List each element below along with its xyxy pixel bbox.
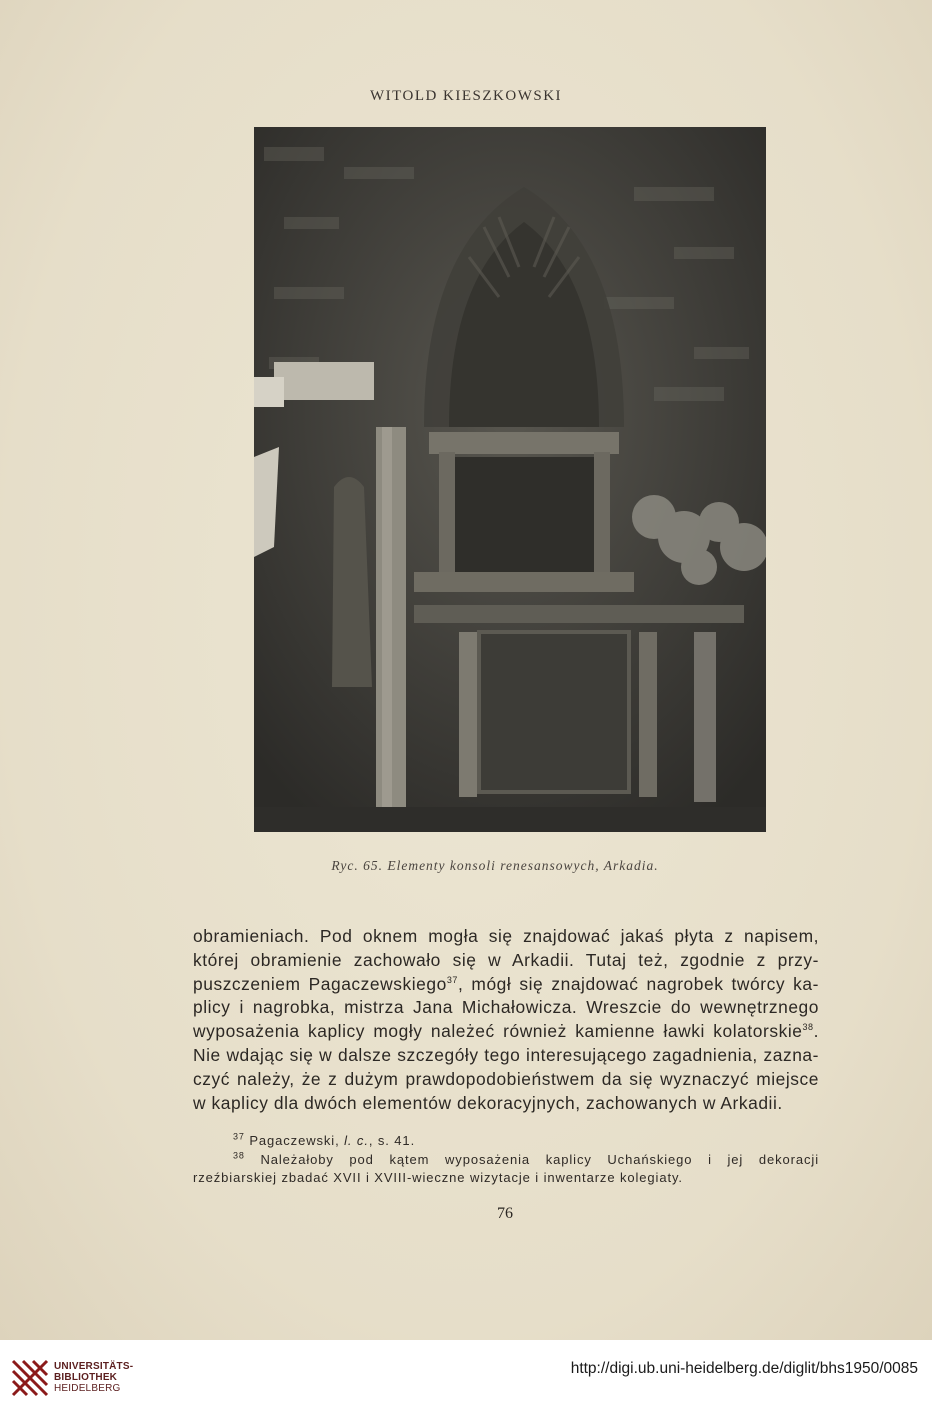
figure-caption: Ryc. 65. Elementy konsoli renesansowych, Arkadia. — [331, 858, 659, 873]
footnote-38-continuation: rzeźbiarskiej zbadać XVII i XVIII-wieczne wizytacje i inwentarze kolegiaty. — [193, 1170, 683, 1185]
body-line: plicy i nagrobka, mistrza Jana Michałowicza. Wreszcie do wewnętrznego — [193, 997, 819, 1018]
body-paragraph — [193, 925, 819, 1115]
body-line — [193, 973, 819, 997]
footnote-ref-38: 38 — [802, 1022, 814, 1033]
body-line — [193, 1020, 819, 1044]
permalink-url[interactable]: http://digi.ub.uni-heidelberg.de/diglit/bhs1950/0085 — [570, 1360, 918, 1377]
page-number: 76 — [497, 1205, 513, 1222]
library-name — [54, 1361, 133, 1394]
footnote-37 — [193, 1132, 819, 1151]
footnote-text: Pagaczewski, — [244, 1133, 345, 1148]
library-name-line: UNIVERSITÄTS- — [54, 1361, 134, 1372]
library-name-line: HEIDELBERG — [54, 1383, 121, 1394]
footnote-number: 37 — [233, 1131, 245, 1142]
footnotes — [193, 1132, 819, 1188]
library-name-line: BIBLIOTHEK — [54, 1372, 118, 1383]
body-line: czyć należy, że z dużym prawdopodobieństwem da się wyznaczyć miejsce — [193, 1068, 819, 1089]
footnote-text: , s. 41. — [368, 1133, 416, 1148]
library-logo-icon — [10, 1358, 50, 1398]
body-text-segment: , mógł się znajdować nagrobek twórcy ka- — [457, 973, 819, 994]
footnote-text: Należałoby pod kątem wyposażenia kaplicy Uchańskiego i jej dekoracji — [244, 1151, 819, 1167]
running-head: WITOLD KIESZKOWSKI — [369, 88, 563, 104]
body-text-segment: . — [813, 1021, 819, 1042]
body-line: której obramienie zachowało się w Arkadii. Tutaj też, zgodnie z przy- — [193, 949, 819, 970]
body-line: obramieniach. Pod oknem mogła się znajdować jakaś płyta z napisem, — [193, 926, 819, 946]
body-text-segment: wyposażenia kaplicy mogły należeć również kamienne ławki kolatorskie — [193, 1021, 803, 1042]
body-line: w kaplicy dla dwóch elementów dekoracyjnych, zachowanych w Arkadii. — [193, 1092, 783, 1113]
footer-bar — [0, 1340, 932, 1416]
footnote-38 — [193, 1151, 819, 1170]
figure-photograph — [254, 127, 766, 832]
footnote-ref-37: 37 — [446, 974, 458, 985]
body-text-segment: puszczeniem Pagaczewskiego — [193, 973, 447, 994]
footnote-number: 38 — [233, 1150, 245, 1161]
footnote-text-italic: l. c. — [344, 1133, 369, 1148]
body-line: Nie wdając się w dalsze szczegóły tego interesującego zagadnienia, zazna- — [193, 1044, 819, 1065]
